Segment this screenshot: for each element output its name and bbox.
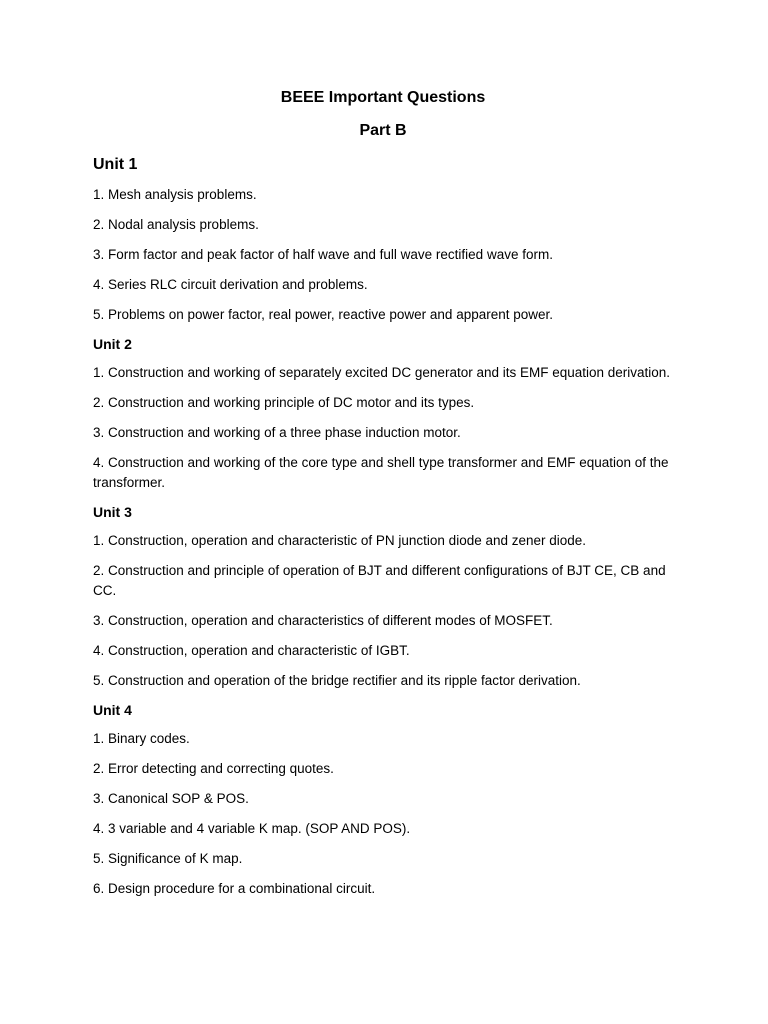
unit-3-question-2: 2. Construction and principle of operation of BJT and different configurations of BJT CE, CB and CC. (93, 563, 666, 598)
unit-4-heading: Unit 4 (93, 702, 132, 718)
document-title: BEEE Important Questions (280, 89, 486, 106)
unit-2-question-3: 3. Construction and working of a three phase induction motor. (93, 425, 461, 440)
document-subtitle: Part B (359, 122, 407, 139)
unit-1-question-4: 4. Series RLC circuit derivation and problems. (93, 277, 368, 292)
document-page (93, 86, 673, 899)
unit-3-heading: Unit 3 (93, 504, 132, 520)
unit-3-question-5: 5. Construction and operation of the bridge rectifier and its ripple factor derivation. (93, 673, 581, 688)
unit-2-question-1: 1. Construction and working of separately excited DC generator and its EMF equation derivation. (93, 365, 671, 380)
unit-4-question-5: 5. Significance of K map. (93, 851, 243, 866)
unit-1-question-2: 2. Nodal analysis problems. (93, 217, 259, 232)
unit-4-question-4: 4. 3 variable and 4 variable K map. (SOP AND POS). (93, 821, 411, 836)
unit-2-heading: Unit 2 (93, 336, 132, 352)
unit-1-question-5: 5. Problems on power factor, real power, reactive power and apparent power. (93, 307, 554, 322)
unit-4-section (93, 699, 673, 899)
unit-4-question-6: 6. Design procedure for a combinational circuit. (93, 881, 376, 896)
unit-1-question-1: 1. Mesh analysis problems. (93, 187, 257, 202)
unit-4-question-2: 2. Error detecting and correcting quotes. (93, 761, 334, 776)
unit-3-section (93, 501, 673, 691)
unit-1-section (93, 153, 673, 325)
unit-3-question-1: 1. Construction, operation and characteristic of PN junction diode and zener diode. (93, 533, 587, 548)
unit-2-question-4: 4. Construction and working of the core type and shell type transformer and EMF equation of the transformer. (93, 455, 669, 490)
unit-1-question-3: 3. Form factor and peak factor of half wave and full wave rectified wave form. (93, 247, 553, 262)
unit-4-question-3: 3. Canonical SOP & POS. (93, 791, 249, 806)
unit-3-question-4: 4. Construction, operation and characteristic of IGBT. (93, 643, 410, 658)
unit-3-question-3: 3. Construction, operation and characteristics of different modes of MOSFET. (93, 613, 553, 628)
unit-2-question-2: 2. Construction and working principle of DC motor and its types. (93, 395, 475, 410)
unit-4-question-1: 1. Binary codes. (93, 731, 190, 746)
unit-1-heading: Unit 1 (93, 156, 138, 173)
unit-2-section (93, 333, 673, 493)
